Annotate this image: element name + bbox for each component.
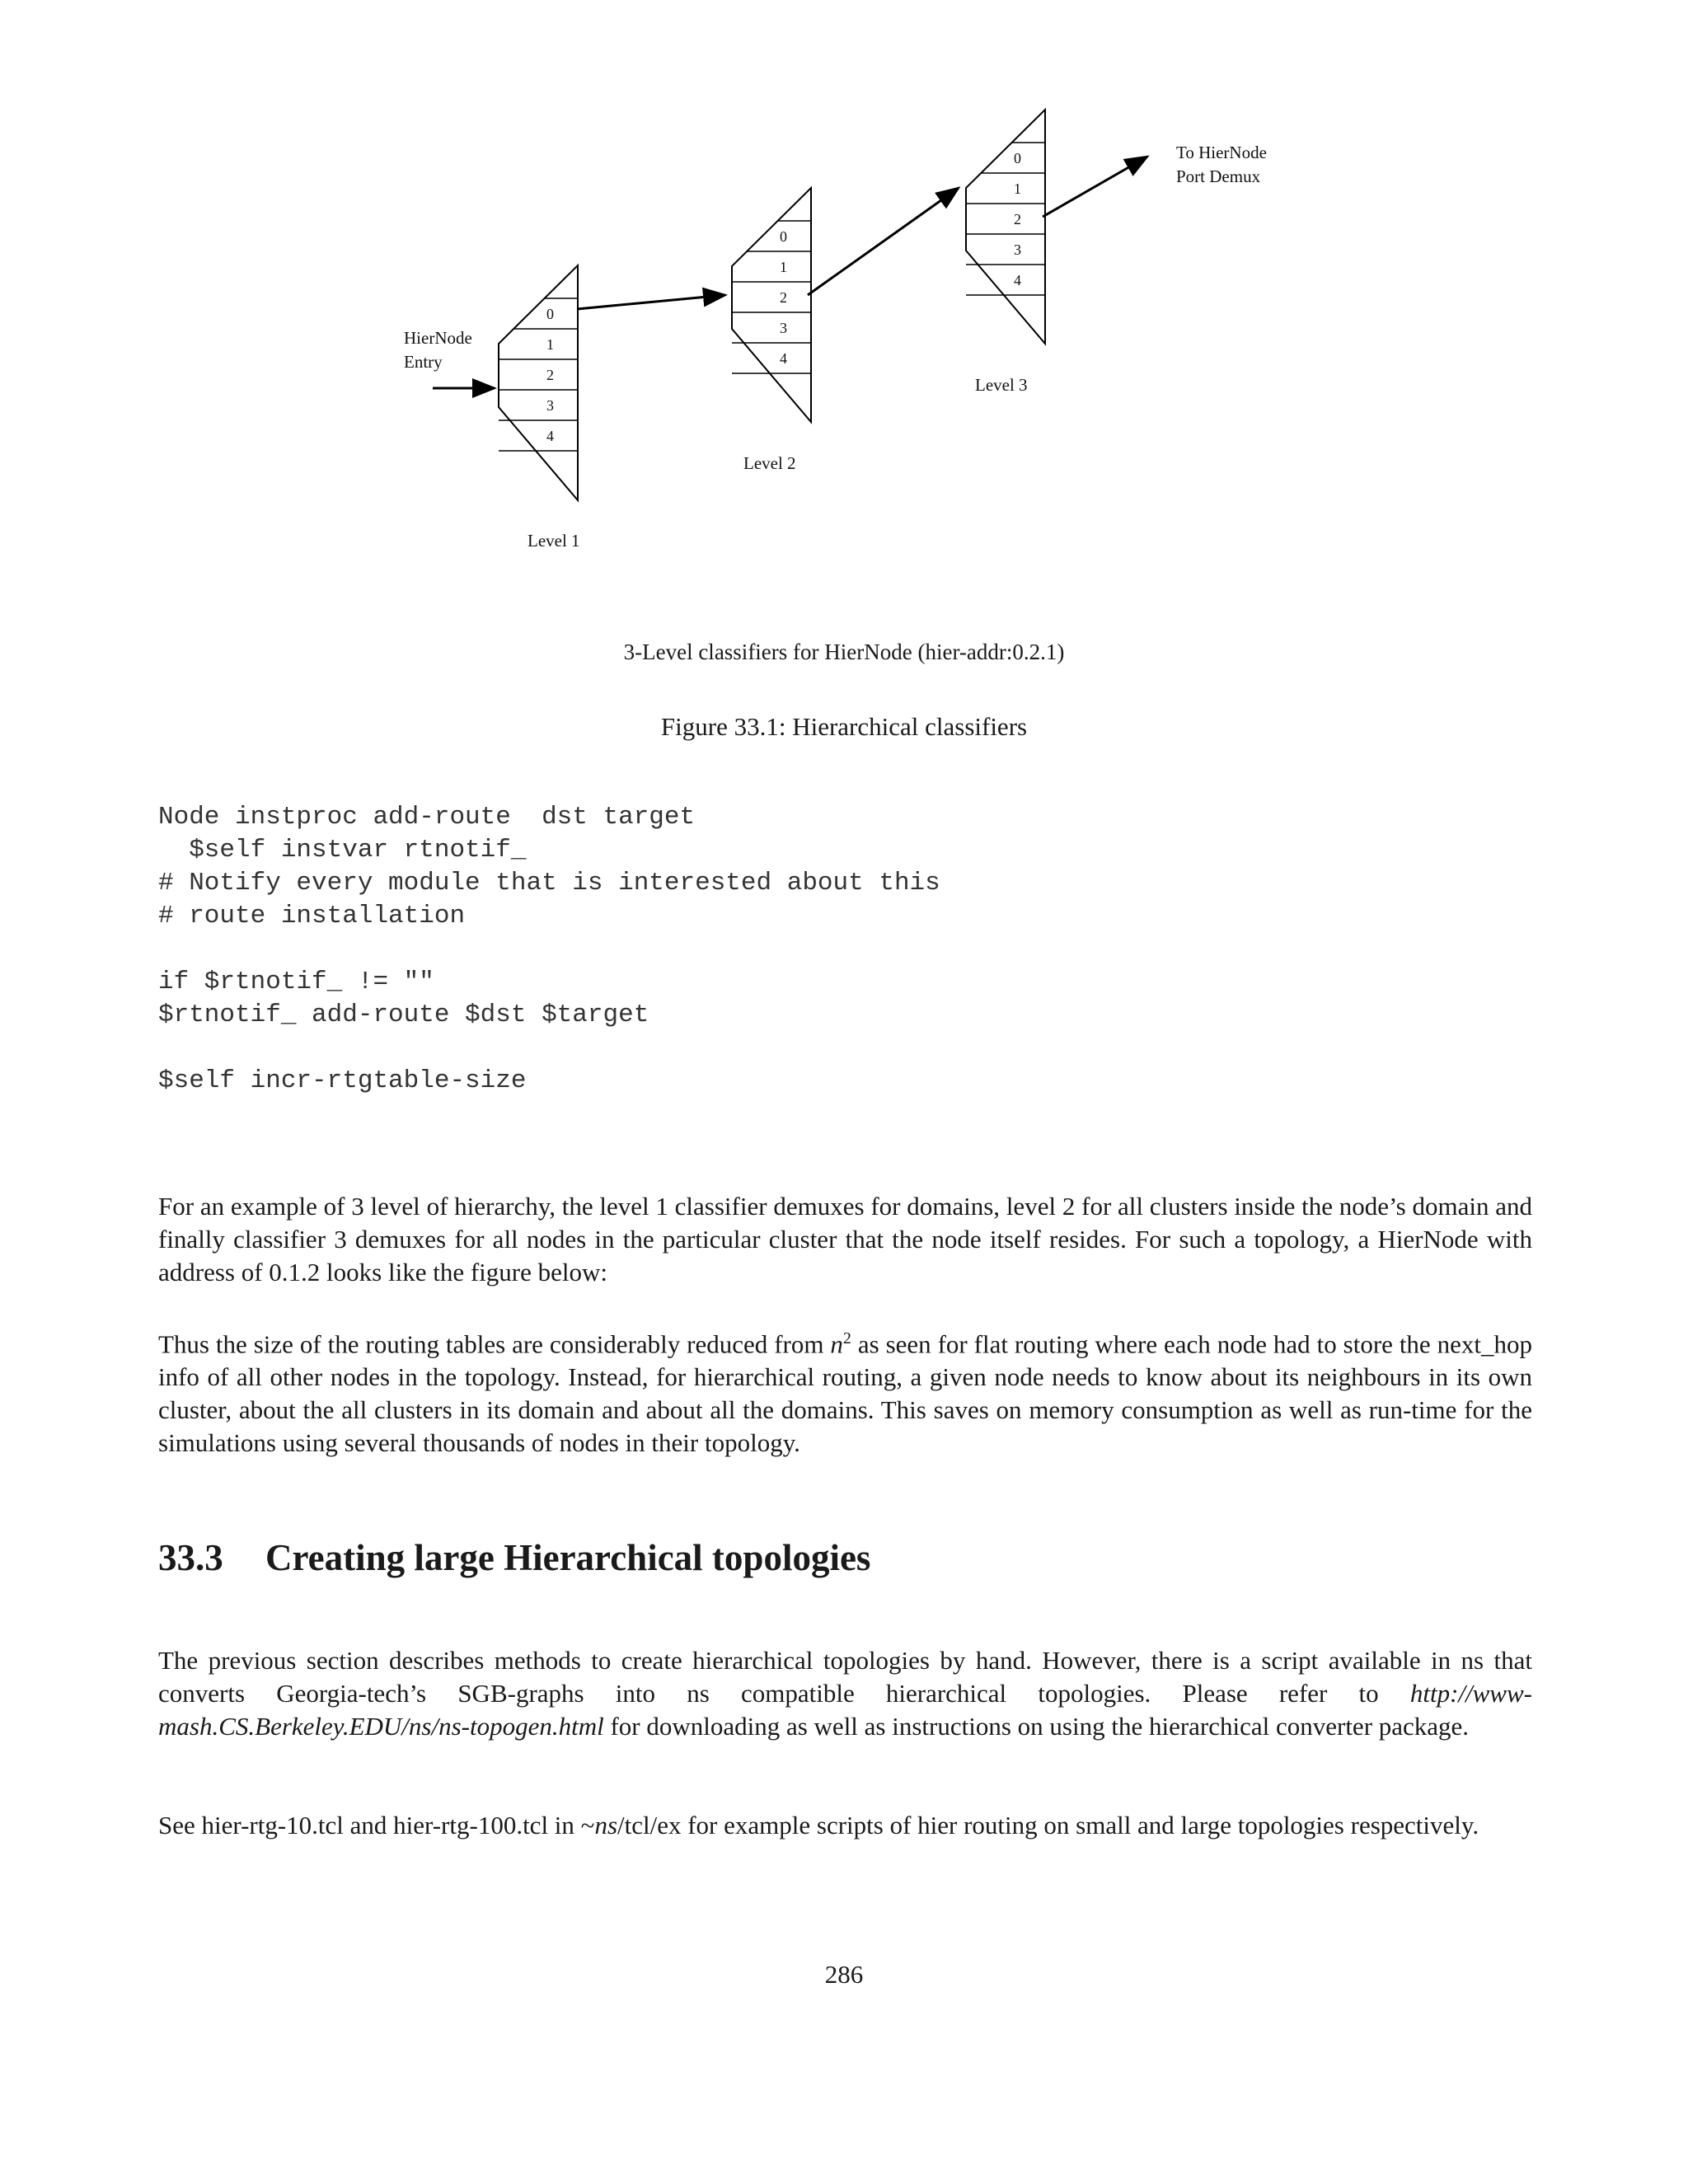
code-line: $rtnotif_ add-route $dst $target — [158, 1001, 649, 1029]
slot-label: 3 — [1014, 241, 1021, 258]
entry-label-line1: HierNode — [404, 328, 472, 348]
level-2-classifier — [732, 188, 811, 422]
code-block — [158, 801, 940, 1098]
slot-label: 3 — [780, 320, 787, 336]
slot-label: 2 — [780, 289, 787, 306]
classifier-outline — [499, 265, 578, 500]
paragraph-topogen — [158, 1644, 1532, 1743]
slot-label: 1 — [780, 259, 787, 275]
classifier-outline — [966, 110, 1045, 344]
slot-label: 3 — [546, 397, 554, 414]
level-label-2: Level 2 — [743, 453, 796, 473]
para4-text-after: /tcl/ex for example scripts of hier routing on small and large topologies respectively. — [617, 1811, 1479, 1840]
para2-text-before: Thus the size of the routing tables are considerably reduced from — [158, 1329, 831, 1359]
hierarchical-classifier-diagram — [0, 0, 1688, 626]
level-1-classifier — [499, 265, 578, 500]
slot-label: 1 — [546, 336, 554, 353]
slot-label: 0 — [780, 228, 787, 245]
para4-text-before: See hier-rtg-10.tcl and hier-rtg-100.tcl in ~ — [158, 1811, 595, 1840]
slot-label: 0 — [546, 306, 554, 322]
para3-text-before: The previous section describes methods to create hierarchical topologies by hand. However, there is a script available in ns that converts Georgia-tech’s SGB-graphs into ns compatible hierarchical topologies. Please refer to — [158, 1646, 1532, 1708]
code-line: $self incr-rtgtable-size — [158, 1066, 527, 1095]
level-label-3: Level 3 — [975, 375, 1028, 395]
math-exponent: 2 — [842, 1329, 851, 1347]
section-title: Creating large Hierarchical topologies — [265, 1537, 871, 1578]
slot-label: 0 — [1014, 150, 1021, 166]
code-line: # Notify every module that is interested about this — [158, 869, 940, 898]
slot-label: 2 — [1014, 211, 1021, 227]
slot-label: 4 — [546, 428, 554, 444]
para2-text-after: as seen for flat routing where each node had to store the next_hop info of all other nodes in the topology. Instead, for hierarchical routing, a given node needs to know about its neighbours in its own cluster, about the all clusters in its domain and about all the domains. This saves on memory consumption as well as run-time for the simulations using several thousands of nodes in their topology. — [158, 1329, 1532, 1458]
paragraph-example-scripts — [158, 1809, 1532, 1842]
paragraph-hierarchy-example: For an example of 3 level of hierarchy, the level 1 classifier demuxes for domains, level 2 for all clusters inside the node’s domain and finally classifier 3 demuxes for all nodes in the particular cluster that the node itself resides. For such a topology, a HierNode with address of 0.1.2 looks like the figure below: — [158, 1192, 1532, 1286]
slot-label: 1 — [1014, 180, 1021, 197]
code-line: # route installation — [158, 902, 466, 930]
exit-label-line2: Port Demux — [1176, 166, 1261, 186]
code-line: if $rtnotif_ != "" — [158, 968, 434, 996]
diagram-caption: 3-Level classifiers for HierNode (hier-addr:0.2.1) — [623, 640, 1065, 664]
section-heading — [158, 1536, 870, 1579]
level1-to-level2-arrow — [577, 295, 725, 309]
level-3-classifier — [966, 110, 1045, 344]
code-line: $self instvar rtnotif_ — [158, 836, 527, 865]
math-n: n — [830, 1329, 843, 1359]
para3-text-after: for downloading as well as instructions on using the hierarchical converter package. — [603, 1712, 1470, 1741]
slot-label: 2 — [546, 367, 554, 383]
figure-caption: Figure 33.1: Hierarchical classifiers — [660, 712, 1028, 741]
topogen-url: http://www-mash.CS.Berkeley.EDU/ns/ns-topogen.html — [158, 1679, 1532, 1741]
ns-italic: ns — [594, 1811, 618, 1840]
page-number: 286 — [824, 1960, 864, 1989]
code-line: Node instproc add-route dst target — [158, 803, 696, 832]
level-label-1: Level 1 — [528, 531, 580, 551]
exit-label-line1: To HierNode — [1176, 143, 1267, 162]
paragraph-table-size — [158, 1322, 1532, 1460]
level2-to-level3-arrow — [808, 188, 959, 295]
entry-label-line2: Entry — [404, 352, 443, 372]
slot-label: 4 — [1014, 272, 1021, 288]
section-number: 33.3 — [158, 1537, 223, 1578]
slot-label: 4 — [780, 350, 787, 367]
level3-exit-arrow — [1043, 157, 1147, 217]
classifier-outline — [732, 188, 811, 422]
